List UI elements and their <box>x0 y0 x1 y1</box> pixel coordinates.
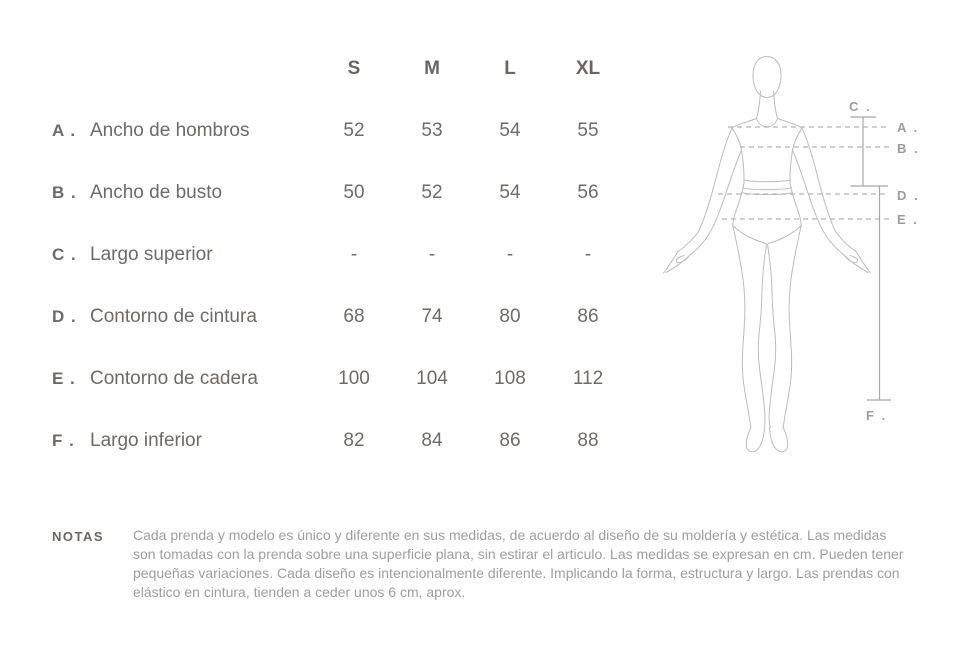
table-row-d <box>52 286 627 348</box>
row-value-l: 80 <box>499 306 521 327</box>
size-column-header-m: M <box>424 58 440 79</box>
size-column-header-s: S <box>347 58 361 79</box>
table-row-a <box>52 100 627 162</box>
table-row-c <box>52 224 627 286</box>
row-value-m: 104 <box>416 368 448 389</box>
row-label: Contorno de cadera <box>90 368 258 389</box>
measurement-label-c: C . <box>849 99 872 114</box>
measurement-label-f: F . <box>866 408 888 423</box>
head-outline <box>753 57 781 98</box>
row-value-l: 54 <box>499 120 521 141</box>
row-value-l: - <box>506 244 514 265</box>
row-value-xl: 88 <box>577 430 599 451</box>
row-value-s: 82 <box>343 430 365 451</box>
row-value-m: 52 <box>421 182 443 203</box>
row-value-s: 50 <box>343 182 365 203</box>
row-key: A . <box>52 121 77 140</box>
row-value-xl: 112 <box>572 368 604 389</box>
row-key: F . <box>52 431 75 450</box>
row-value-xl: 56 <box>577 182 599 203</box>
table-header-row <box>52 38 627 100</box>
row-label: Ancho de hombros <box>90 120 250 141</box>
row-value-l: 86 <box>499 430 521 451</box>
row-value-m: - <box>428 244 436 265</box>
row-value-s: 68 <box>343 306 365 327</box>
row-label: Largo inferior <box>90 430 202 451</box>
measurement-label-e: E . <box>897 212 919 227</box>
row-label: Ancho de busto <box>90 182 223 203</box>
row-value-s: 52 <box>343 120 365 141</box>
row-value-l: 108 <box>494 368 526 389</box>
notes-section <box>52 526 908 602</box>
measurement-label-b: B . <box>897 141 920 156</box>
table-row-f <box>52 410 627 472</box>
row-label: Contorno de cintura <box>90 306 257 327</box>
measurement-label-a: A . <box>897 120 920 135</box>
row-label: Largo superior <box>90 244 213 265</box>
croquis-figure-svg <box>630 40 966 470</box>
size-column-header-l: L <box>504 58 516 79</box>
row-key: E . <box>52 369 76 388</box>
notes-body-text: Cada prenda y modelo es único y diferente en sus medidas, de acuerdo al diseño de su moldería y estética. Las medidas son tomadas con la prenda sobre una superficie plana, sin estirar el articulo. Las medidas se expresan en cm. Pueden tener pequeñas variaciones. Cada diseño es intencionalmente diferente. Implicando la forma, estructura y largo. Las prendas con elástico en cintura, tienden a ceder unos 6 cm, aprox. <box>133 527 904 600</box>
size-column-header-xl: XL <box>575 58 601 79</box>
row-key: B . <box>52 183 77 202</box>
row-value-s: 100 <box>338 368 370 389</box>
row-key: C . <box>52 245 77 264</box>
row-value-m: 53 <box>421 120 443 141</box>
measurement-diagram <box>630 40 966 470</box>
row-value-xl: 55 <box>577 120 599 141</box>
row-value-xl: - <box>584 244 592 265</box>
croquis-body-outline <box>664 57 871 452</box>
measure-line-f <box>867 186 891 400</box>
size-table <box>52 38 627 472</box>
notes-heading: NOTAS <box>52 529 105 544</box>
table-row-e <box>52 348 627 410</box>
row-value-s: - <box>350 244 358 265</box>
row-value-l: 54 <box>499 182 521 203</box>
row-value-m: 74 <box>421 306 443 327</box>
row-value-m: 84 <box>421 430 443 451</box>
row-key: D . <box>52 307 77 326</box>
measurement-label-d: D . <box>897 188 920 203</box>
row-value-xl: 86 <box>577 306 599 327</box>
table-row-b <box>52 162 627 224</box>
